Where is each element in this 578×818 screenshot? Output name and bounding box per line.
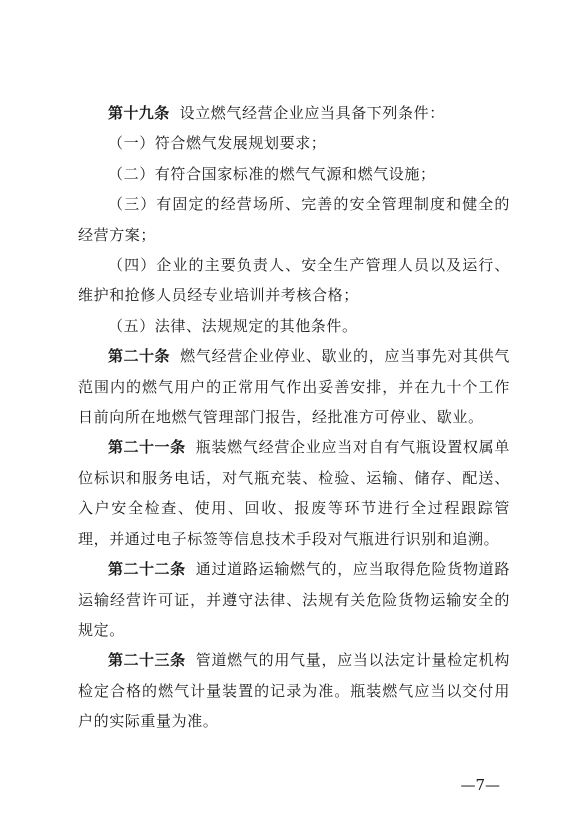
article-text: 设立燃气经营企业应当具备下列条件： [179,104,445,122]
article-heading: 第二十一条 [108,438,186,457]
article-19-item-5 [78,311,510,341]
article-text: 瓶装燃气经营企业应当对自有气瓶设置权属单位标识和服务电话，对气瓶充装、检验、运输、储存、配送、入户安全检查、使用、回收、报废等环节进行全过程跟踪管理，并通过电子标签等信息技术手段对气瓶进行识别和追溯。 [78,438,510,548]
article-heading: 第二十条 [108,347,171,366]
page-number: —7— [460,776,500,794]
item-text: （四）企业的主要负责人、安全生产管理人员以及运行、维护和抢修人员经专业培训并考核合格； [78,256,510,305]
article-19-item-4 [78,250,510,311]
article-heading: 第二十二条 [108,560,186,579]
item-text: （二）有符合国家标准的燃气气源和燃气设施； [108,164,436,183]
article-19-item-2 [78,159,510,189]
article-19-item-1 [78,128,510,158]
article-heading: 第十九条 [108,104,170,122]
article-heading: 第二十三条 [108,651,186,670]
article-21 [78,432,510,554]
item-text: （一）符合燃气发展规划要求； [108,134,327,153]
article-19-intro [78,98,510,128]
article-text: 管道燃气的用气量，应当以法定计量检定机构检定合格的燃气计量装置的记录为准。瓶装燃气应当以交付用户的实际重量为准。 [78,651,510,731]
article-text: 通过道路运输燃气的，应当取得危险货物道路运输经营许可证，并遵守法律、法规有关危险货物运输安全的规定。 [78,560,510,639]
document-body [78,98,510,737]
article-text: 燃气经营企业停业、歇业的，应当事先对其供气范围内的燃气用户的正常用气作出妥善安排，并在九十个工作日前向所在地燃气管理部门报告，经批准方可停业、歇业。 [78,347,510,427]
item-text: （五）法律、法规规定的其他条件。 [108,316,358,335]
article-20 [78,341,510,432]
article-23 [78,645,510,736]
article-22 [78,554,510,645]
article-19-item-3 [78,189,510,250]
item-text: （三）有固定的经营场所、完善的安全管理制度和健全的经营方案； [78,195,510,244]
